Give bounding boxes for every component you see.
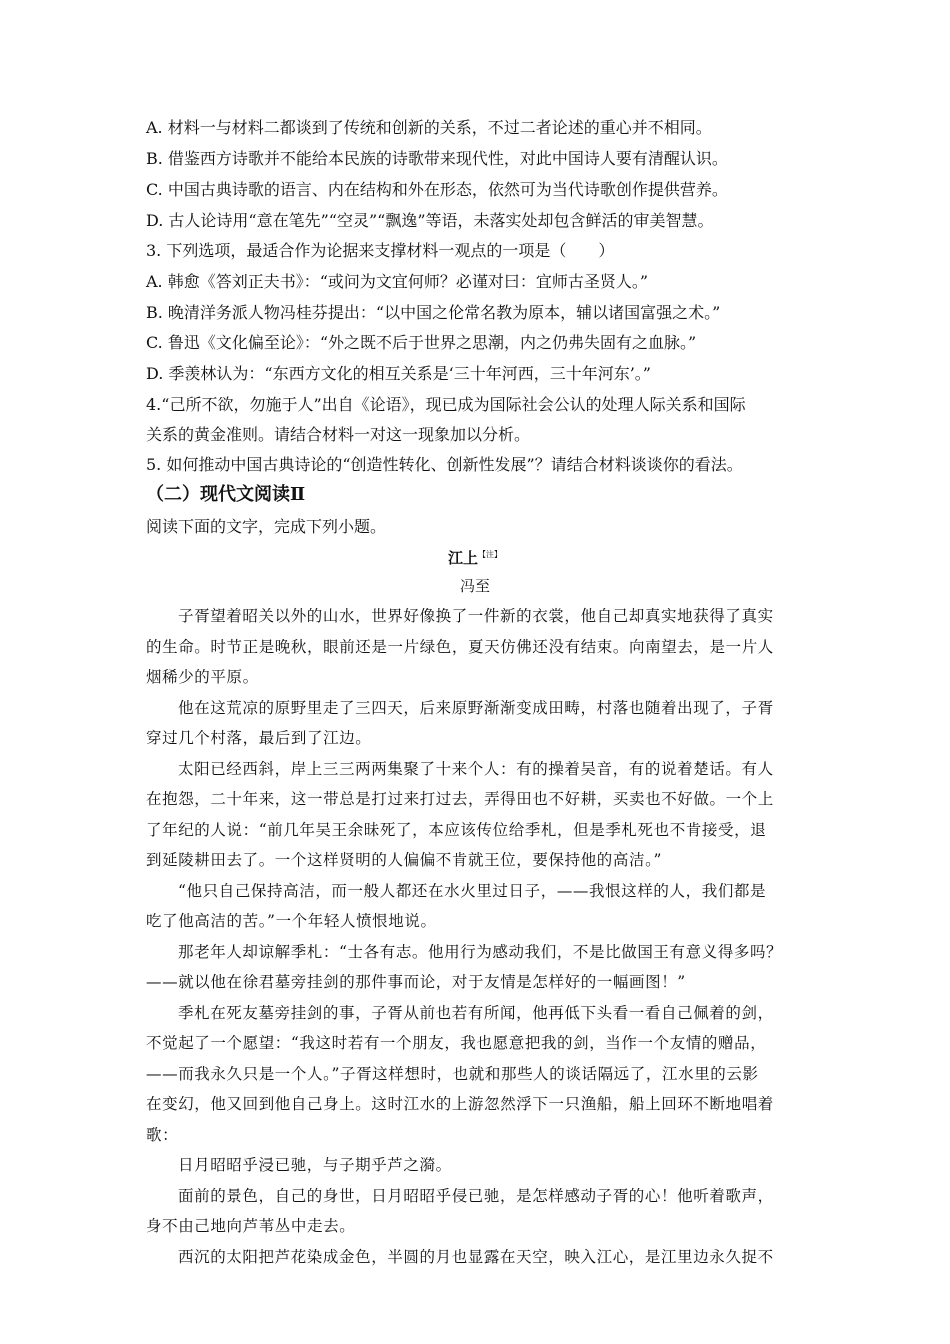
article-line: 在抱怨，二十年来，这一带总是打过来打过去，弄得田也不好耕，买卖也不好做。一个上 (146, 790, 774, 808)
article-line: 的生命。时节正是晚秋，眼前还是一片绿色，夏天仿佛还没有结束。向南望去，是一片人 (146, 638, 774, 656)
article-line: 了年纪的人说：“前几年吴王余昧死了，本应该传位给季札，但是季札死也不肯接受，退 (146, 821, 767, 839)
article-line: 季札在死友墓旁挂剑的事，子胥从前也若有所闻，他再低下头看一看自己佩着的剑， (178, 1004, 774, 1022)
article-line: “他只自己保持高洁，而一般人都还在水火里过日子，——我恨这样的人，我们都是 (178, 882, 767, 900)
article-line: 穿过几个村落，最后到了江边。 (146, 729, 372, 747)
q3-option-b: B. 晚清洋务派人物冯桂芬提出：“以中国之伦常名教为原本，辅以诸国富强之术。” (146, 303, 721, 322)
article-line: ——就以他在徐君墓旁挂剑的那件事而论，对于友情是怎样好的一幅画图！” (146, 973, 686, 991)
article-line: 面前的景色，自己的身世，日月昭昭乎侵已驰，是怎样感动子胥的心！他听着歌声， (178, 1187, 774, 1205)
article-line: 烟稀少的平原。 (146, 668, 259, 686)
q4-line-2: 关系的黄金准则。请结合材料一对这一现象加以分析。 (146, 425, 531, 444)
article-line: 到延陵耕田去了。一个这样贤明的人偏偏不肯就王位，要保持他的高洁。” (146, 851, 662, 869)
q3-option-c: C. 鲁迅《文化偏至论》：“外之既不后于世界之思潮，内之仍弗失固有之血脉。” (146, 333, 697, 352)
q5-question: 5. 如何推动中国古典诗论的“创造性转化、创新性发展”？请结合材料谈谈你的看法。 (146, 455, 743, 474)
article-line: 西沉的太阳把芦花染成金色，半圆的月也显露在天空，映入江心，是江里边永久捉不 (178, 1248, 774, 1266)
article-author: 冯至 (459, 577, 490, 595)
q2-option-b: B. 借鉴西方诗歌并不能给本民族的诗歌带来现代性，对此中国诗人要有清醒认识。 (146, 149, 728, 168)
article-line: 那老年人却谅解季札：“士各有志。他用行为感动我们，不是比做国王有意义得多吗？ (178, 943, 783, 961)
q2-option-a: A. 材料一与材料二都谈到了传统和创新的关系，不过二者论述的重心并不相同。 (146, 118, 712, 137)
article-title (0, 545, 950, 568)
section-heading: （二）现代文阅读Ⅱ (146, 484, 306, 505)
article-line: 身不由己地向芦苇丛中走去。 (146, 1217, 356, 1235)
article-line: 在变幻，他又回到他自己身上。这时江水的上游忽然浮下一只渔船，船上回环不断地唱着 (146, 1095, 774, 1113)
article-line: 歌： (146, 1126, 179, 1144)
article-line: 他在这荒凉的原野里走了三四天，后来原野渐渐变成田畴，村落也随着出现了，子胥 (178, 699, 774, 717)
q3-option-d: D. 季羡林认为：“东西方文化的相互关系是‘三十年河西，三十年河东’。” (146, 364, 651, 383)
article-line: 吃了他高洁的苦。”一个年轻人愤恨地说。 (146, 912, 437, 930)
q3-stem: 3. 下列选项，最适合作为论据来支撑材料一观点的一项是（ ） (146, 241, 615, 260)
q2-option-d: D. 古人论诗用“意在笔先”“空灵”“飘逸”等语，未落实处却包含鲜活的审美智慧。 (146, 211, 714, 230)
article-line: 太阳已经西斜，岸上三三两两集聚了十来个人：有的操着吴音，有的说着楚话。有人 (178, 760, 774, 778)
section-instruction: 阅读下面的文字，完成下列小题。 (146, 517, 387, 536)
article-line: 子胥望着昭关以外的山水，世界好像换了一件新的衣裳，他自己却真实地获得了真实 (178, 607, 774, 625)
q3-option-a: A. 韩愈《答刘正夫书》：“或问为文宜何师？必谨对曰：宜师古圣贤人。” (146, 272, 649, 291)
q2-option-c: C. 中国古典诗歌的语言、内在结构和外在形态，依然可为当代诗歌创作提供营养。 (146, 180, 728, 199)
article-line: ——而我永久只是一个人。”子胥这样想时，也就和那些人的谈话隔远了，江水里的云影 (146, 1065, 759, 1083)
article-title-note: 【注】 (478, 550, 502, 559)
article-line: 不觉起了一个愿望：“我这时若有一个朋友，我也愿意把我的剑，当作一个友情的赠品， (146, 1034, 767, 1052)
article-line: 日月昭昭乎浸已驰，与子期乎芦之漪。 (178, 1156, 452, 1174)
article-title-text: 江上 (447, 549, 478, 567)
q4-line-1: 4.“己所不欲，勿施于人”出自《论语》，现已成为国际社会公认的处理人际关系和国际 (146, 395, 746, 414)
